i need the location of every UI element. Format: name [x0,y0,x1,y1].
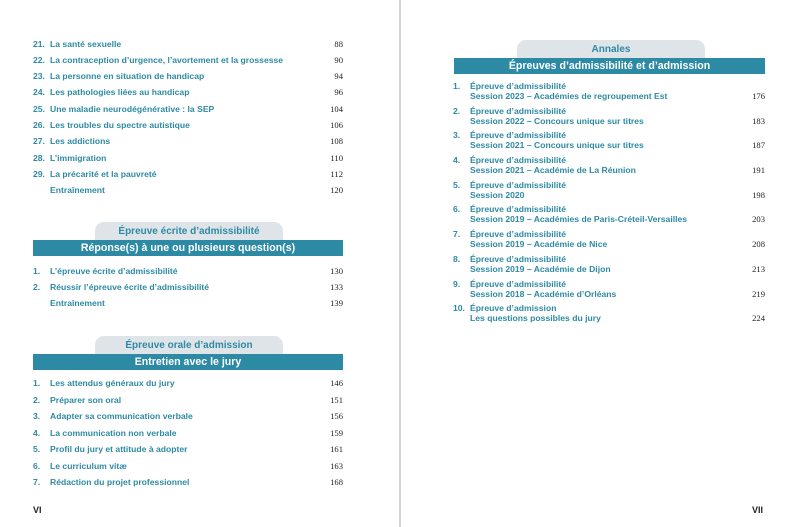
toc-entry-page: 106 [330,120,343,130]
section-tab-ecrite: Épreuve écrite d’admissibilité [95,222,283,240]
toc-entry-title: La communication non verbale [50,428,177,438]
toc-entry-line1: Épreuve d’admissibilité [470,204,566,214]
toc-entry[interactable]: 4. Épreuve d’admissibilité Session 2021 – Académie de La Réunion 191 [453,155,765,175]
toc-entry-title: Adapter sa communication verbale [50,411,193,421]
toc-entry-page: 159 [330,428,343,438]
toc-entry-page: 198 [752,190,765,200]
toc-entry-page: 96 [334,87,343,97]
toc-entry-page: 168 [330,477,343,487]
toc-entry-title: Les troubles du spectre autistique [50,120,190,130]
toc-entry-line2: Les questions possibles du jury [470,313,601,323]
toc-entry-title: La personne en situation de handicap [50,71,205,81]
toc-entry[interactable]: 29. La précarité et la pauvreté 112 [33,169,343,179]
toc-entry[interactable]: 1. Épreuve d’admissibilité Session 2023 – Académies de regroupement Est 176 [453,81,765,101]
toc-entry-line1: Épreuve d’admissibilité [470,180,566,190]
toc-entry-page: 94 [334,71,343,81]
toc-entry-line1: Épreuve d’admissibilité [470,279,566,289]
toc-entry[interactable]: 23. La personne en situation de handicap 94 [33,71,343,81]
toc-entry[interactable]: 9. Épreuve d’admissibilité Session 2018 – Académie d’Orléans 219 [453,279,765,299]
toc-entry-page: 163 [330,461,343,471]
toc-entry-title: Rédaction du projet professionnel [50,477,190,487]
toc-entry[interactable]: 7. Épreuve d’admissibilité Session 2019 – Académie de Nice 208 [453,229,765,249]
toc-entry-title: Profil du jury et attitude à adopter [50,444,188,454]
toc-entry[interactable]: 27. Les addictions 108 [33,136,343,146]
toc-entry[interactable]: 3. Adapter sa communication verbale 156 [33,411,343,421]
toc-entry[interactable]: 2. Réussir l’épreuve écrite d’admissibilité 133 [33,282,343,292]
toc-entry[interactable]: 4. La communication non verbale 159 [33,428,343,438]
toc-entry[interactable]: 1. Les attendus généraux du jury 146 [33,378,343,388]
toc-entry-title: Les attendus généraux du jury [50,378,175,388]
toc-entry-page: 161 [330,444,343,454]
toc-entry[interactable]: 6. Épreuve d’admissibilité Session 2019 – Académies de Paris-Créteil-Versailles 203 [453,204,765,224]
toc-entry[interactable]: 8. Épreuve d’admissibilité Session 2019 – Académie de Dijon 213 [453,254,765,274]
toc-entry-page: 90 [334,55,343,65]
toc-entry-page: 224 [752,313,765,323]
toc-entry-page: 139 [330,298,343,308]
toc-entry[interactable]: 22. La contraception d’urgence, l’avortement et la grossesse 90 [33,55,343,65]
toc-entry-title: Réussir l’épreuve écrite d’admissibilité [50,282,210,292]
toc-entry-line2: Session 2019 – Académie de Dijon [470,264,611,274]
left-page [0,0,399,527]
toc-entry-line1: Épreuve d’admissibilité [470,130,566,140]
toc-entry-title: Préparer son oral [50,395,122,405]
toc-entry-line1: Épreuve d’admissibilité [470,81,566,91]
toc-entry-line1: Épreuve d’admissibilité [470,155,566,165]
section-bar-annales: Épreuves d’admissibilité et d’admission [454,58,765,74]
toc-entry-line2: Session 2020 [470,190,525,200]
toc-entry-line1: Épreuve d’admissibilité [470,229,566,239]
toc-entry[interactable]: 6. Le curriculum vitæ 163 [33,461,343,471]
toc-entry-page: 108 [330,136,343,146]
section-tab-annales: Annales [517,40,705,58]
toc-entry-page: 187 [752,140,765,150]
toc-entry[interactable]: 26. Les troubles du spectre autistique 106 [33,120,343,130]
toc-entry[interactable]: 5. Épreuve d’admissibilité Session 2020 198 [453,180,765,200]
toc-entry-page: 208 [752,239,765,249]
toc-entry-line2: Session 2019 – Académies de Paris-Créteil-Versailles [470,214,688,224]
page-folio-right: VII [752,505,764,515]
toc-entry-entrainement[interactable] [50,298,360,308]
toc-entry[interactable]: 1. L’épreuve écrite d’admissibilité 130 [33,266,343,276]
toc-entry[interactable]: 25. Une maladie neurodégénérative : la SEP 104 [33,104,343,114]
toc-entry-line1: Épreuve d’admissibilité [470,106,566,116]
toc-entry-page: 151 [330,395,343,405]
toc-entry-title: Entraînement [50,185,105,195]
toc-entry-title: L’immigration [50,153,107,163]
toc-entry-title: Une maladie neurodégénérative : la SEP [50,104,215,114]
toc-entry-title: Les addictions [50,136,111,146]
toc-entry-line2: Session 2023 – Académies de regroupement Est [470,91,668,101]
toc-entry[interactable]: 2. Épreuve d’admissibilité Session 2022 – Concours unique sur titres 183 [453,106,765,126]
section-bar-ecrite: Réponse(s) à une ou plusieurs question(s) [33,240,343,256]
toc-entry-title: Les pathologies liées au handicap [50,87,190,97]
toc-entry[interactable]: 2. Préparer son oral 151 [33,395,343,405]
section-bar-orale: Entretien avec le jury [33,354,343,370]
toc-entry-page: 191 [752,165,765,175]
toc-entry-line1: Épreuve d’admission [470,303,557,313]
toc-entry-line2: Session 2022 – Concours unique sur titres [470,116,644,126]
toc-entry[interactable]: 21. La santé sexuelle 88 [33,39,343,49]
toc-entry-page: 112 [330,169,343,179]
toc-entry-page: 219 [752,289,765,299]
toc-entry-page: 213 [752,264,765,274]
right-page [401,0,800,527]
toc-entry-page: 130 [330,266,343,276]
toc-entry-line2: Session 2019 – Académie de Nice [470,239,608,249]
toc-entry-line2: Session 2018 – Académie d’Orléans [470,289,617,299]
toc-entry-page: 183 [752,116,765,126]
toc-entry[interactable]: 24. Les pathologies liées au handicap 96 [33,87,343,97]
toc-entry-page: 104 [330,104,343,114]
toc-entry-page: 133 [330,282,343,292]
toc-entry-title: Entraînement [50,298,105,308]
toc-entry-page: 176 [752,91,765,101]
toc-entry[interactable]: 7. Rédaction du projet professionnel 168 [33,477,343,487]
toc-entry-page: 156 [330,411,343,421]
toc-entry-title: La précarité et la pauvreté [50,169,157,179]
toc-entry-title: La contraception d’urgence, l’avortement et la grossesse [50,55,284,65]
page-folio-left: VI [33,505,42,515]
toc-entry-entrainement[interactable] [50,185,360,195]
toc-entry-page: 203 [752,214,765,224]
toc-entry-page: 146 [330,378,343,388]
toc-entry[interactable]: 3. Épreuve d’admissibilité Session 2021 – Concours unique sur titres 187 [453,130,765,150]
toc-entry-title: Le curriculum vitæ [50,461,127,471]
toc-entry[interactable]: 28. L’immigration 110 [33,153,343,163]
toc-entry[interactable]: 10. Épreuve d’admission Les questions possibles du jury 224 [453,303,765,323]
toc-entry-line1: Épreuve d’admissibilité [470,254,566,264]
toc-entry-page: 88 [334,39,343,49]
toc-entry-title: La santé sexuelle [50,39,122,49]
toc-entry-title: L’épreuve écrite d’admissibilité [50,266,178,276]
section-tab-orale: Épreuve orale d’admission [95,336,283,354]
toc-entry-page: 110 [330,153,343,163]
toc-entry-line2: Session 2021 – Concours unique sur titres [470,140,644,150]
toc-entry[interactable]: 5. Profil du jury et attitude à adopter 161 [33,444,343,454]
toc-entry-line2: Session 2021 – Académie de La Réunion [470,165,636,175]
toc-entry-page: 120 [330,185,343,195]
